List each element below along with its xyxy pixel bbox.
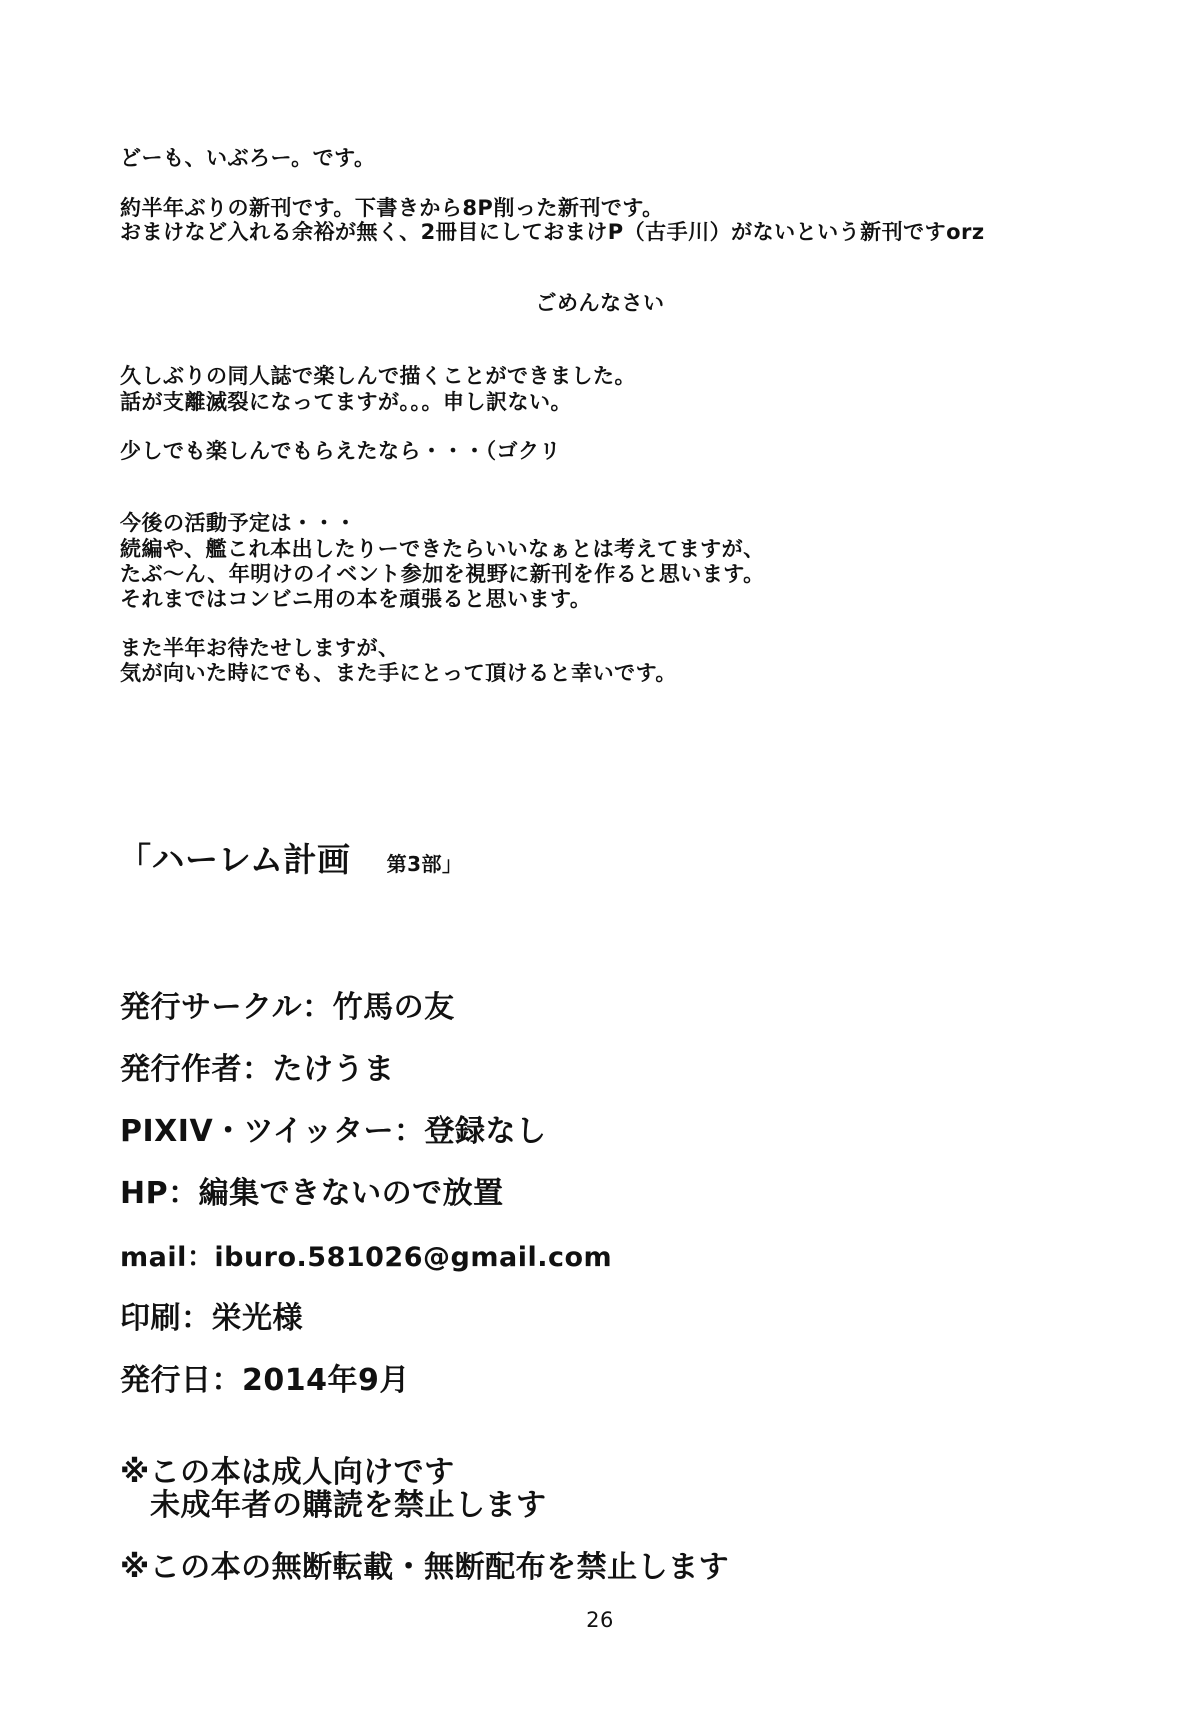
afterword-line: たぶ～ん、年明けのイベント参加を視野に新刊を作ると思います。 (120, 562, 765, 586)
afterword-line: 少しでも楽しんでもらえたなら・・・（ゴクリ (120, 439, 561, 463)
greeting-text: どーも、いぶろー。です。 (120, 146, 376, 170)
afterword-line: おまけなど入れる余裕が無く、2冊目にしておまけP（古手川）がないという新刊ですorz (120, 220, 985, 244)
copyright-notice: ※この本の無断転載・無断配布を禁止します (120, 1550, 730, 1585)
mail-text: mail：iburo.581026@gmail.com (120, 1242, 613, 1273)
afterword-line: 約半年ぶりの新刊です。下書きから8P削った新刊です。 (120, 196, 664, 220)
homepage-text: HP：編集できないので放置 (120, 1176, 504, 1211)
sns-text: PIXIV・ツイッター：登録なし (120, 1114, 547, 1149)
minor-prohibition-notice: 未成年者の購読を禁止します (150, 1488, 547, 1523)
book-title-main: 「ハーレム計画 (118, 840, 351, 879)
apology-text: ごめんなさい (535, 291, 665, 315)
page-number: 26 (586, 1608, 614, 1632)
afterword-line: 続編や、艦これ本出したりーできたらいいなぁとは考えてますが、 (120, 537, 765, 561)
afterword-line: 話が支離滅裂になってますが。。。申し訳ない。 (120, 390, 572, 414)
issue-date-text: 発行日：2014年9月 (120, 1363, 410, 1398)
author-text: 発行作者：たけうま (120, 1052, 395, 1087)
afterword-line: 久しぶりの同人誌で楽しんで描くことができました。 (120, 364, 636, 388)
afterword-line: また半年お待たせしますが、 (120, 636, 400, 660)
book-title (118, 834, 463, 881)
afterword-line: それまではコンビニ用の本を頑張ると思います。 (120, 587, 592, 611)
printer-text: 印刷：栄光様 (120, 1301, 303, 1336)
book-title-part: 第3部」 (386, 852, 463, 876)
afterword-line: 気が向いた時にでも、また手にとって頂けると幸いです。 (120, 661, 677, 685)
circle-text: 発行サークル：竹馬の友 (120, 990, 455, 1025)
adult-notice: ※この本は成人向けです (120, 1455, 455, 1490)
afterword-line: 今後の活動予定は・・・ (120, 511, 357, 535)
